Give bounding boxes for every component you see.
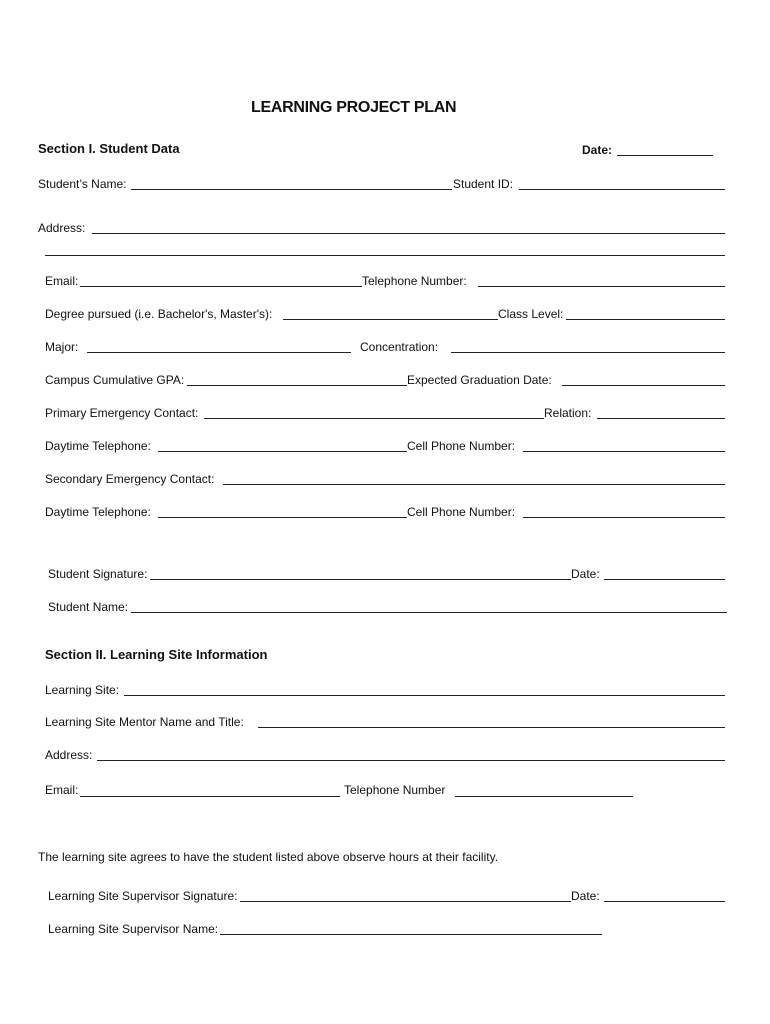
header-date-label: Date: — [582, 143, 613, 157]
graduation-date-label: Expected Graduation Date: — [407, 373, 552, 387]
site-address-field[interactable] — [97, 760, 725, 761]
relation-field[interactable] — [597, 418, 725, 419]
cell-phone-2-label: Cell Phone Number: — [407, 505, 516, 519]
students-name-field[interactable] — [131, 189, 452, 190]
student-name-label: Student Name: — [48, 600, 129, 614]
site-email-field[interactable] — [80, 796, 340, 797]
supervisor-name-field[interactable] — [220, 934, 602, 935]
student-name-field[interactable] — [131, 612, 727, 613]
supervisor-date-field[interactable] — [604, 901, 725, 902]
primary-contact-field[interactable] — [204, 418, 544, 419]
supervisor-signature-field[interactable] — [240, 901, 571, 902]
site-telephone-field[interactable] — [455, 796, 633, 797]
class-level-field[interactable] — [566, 319, 725, 320]
daytime-phone-label: Daytime Telephone: — [45, 439, 151, 453]
address-field-line-1[interactable] — [92, 233, 725, 234]
signature-date-field[interactable] — [604, 579, 725, 580]
secondary-contact-field[interactable] — [223, 484, 725, 485]
students-name-label: Student’s Name: — [38, 177, 127, 191]
supervisor-signature-label: Learning Site Supervisor Signature: — [48, 889, 238, 903]
agreement-text: The learning site agrees to have the student listed above observe hours at their facility. — [38, 850, 499, 864]
section-1-heading: Section I. Student Data — [38, 141, 180, 156]
student-signature-label: Student Signature: — [48, 567, 148, 581]
primary-contact-label: Primary Emergency Contact: — [45, 406, 199, 420]
daytime-phone-2-label: Daytime Telephone: — [45, 505, 151, 519]
relation-label: Relation: — [544, 406, 592, 420]
graduation-date-field[interactable] — [562, 385, 725, 386]
gpa-field[interactable] — [187, 385, 407, 386]
section-2-heading: Section II. Learning Site Information — [45, 647, 268, 662]
telephone-field[interactable] — [478, 286, 725, 287]
learning-site-label: Learning Site: — [45, 683, 120, 697]
telephone-label: Telephone Number: — [362, 274, 467, 288]
cell-phone-field[interactable] — [523, 451, 725, 452]
concentration-field[interactable] — [451, 352, 725, 353]
cell-phone-2-field[interactable] — [523, 517, 725, 518]
learning-site-field[interactable] — [124, 695, 725, 696]
site-email-label: Email: — [45, 783, 79, 797]
major-label: Major: — [45, 340, 79, 354]
degree-label: Degree pursued (i.e. Bachelor's, Master's): — [45, 307, 273, 321]
address-label: Address: — [38, 221, 86, 235]
student-id-label: Student ID: — [453, 177, 514, 191]
daytime-phone-2-field[interactable] — [158, 517, 407, 518]
concentration-label: Concentration: — [360, 340, 439, 354]
email-field[interactable] — [80, 286, 362, 287]
signature-date-label: Date: — [571, 567, 600, 581]
address-field-line-2[interactable] — [45, 255, 725, 256]
secondary-contact-label: Secondary Emergency Contact: — [45, 472, 215, 486]
mentor-label: Learning Site Mentor Name and Title: — [45, 715, 244, 729]
gpa-label: Campus Cumulative GPA: — [45, 373, 185, 387]
student-id-field[interactable] — [519, 189, 725, 190]
cell-phone-label: Cell Phone Number: — [407, 439, 516, 453]
mentor-field[interactable] — [258, 727, 725, 728]
degree-field[interactable] — [283, 319, 498, 320]
supervisor-date-label: Date: — [571, 889, 600, 903]
page-title: LEARNING PROJECT PLAN — [251, 99, 457, 116]
daytime-phone-field[interactable] — [158, 451, 407, 452]
site-telephone-label: Telephone Number — [344, 783, 446, 797]
major-field[interactable] — [87, 352, 351, 353]
class-level-label: Class Level: — [498, 307, 564, 321]
header-date-field[interactable] — [617, 155, 713, 156]
supervisor-name-label: Learning Site Supervisor Name: — [48, 922, 219, 936]
student-signature-field[interactable] — [150, 579, 571, 580]
site-address-label: Address: — [45, 748, 93, 762]
email-label: Email: — [45, 274, 79, 288]
